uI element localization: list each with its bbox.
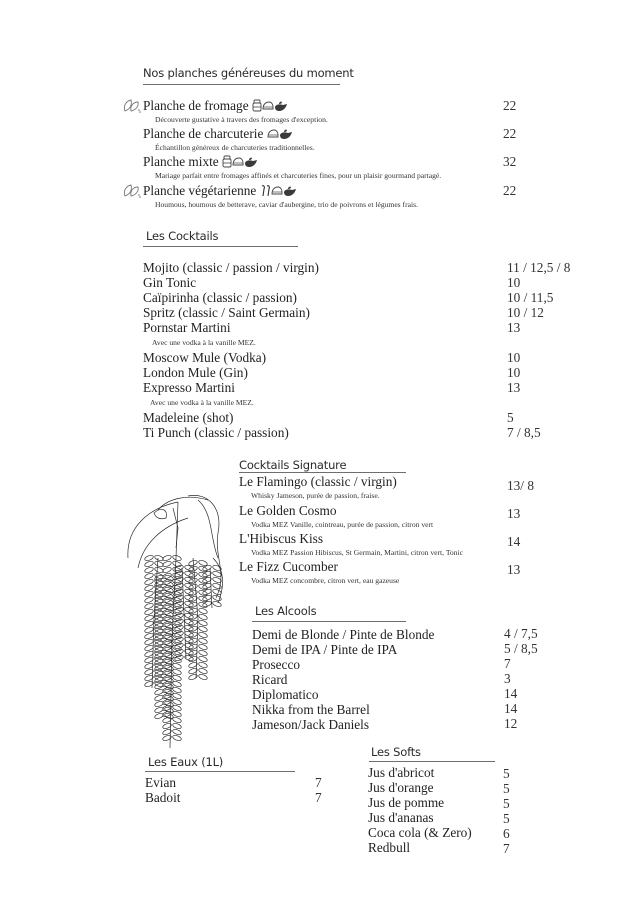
item-price: 5 / 8,5 — [504, 641, 538, 656]
item-name: Spritz (classic / Saint Germain) — [143, 305, 310, 320]
item-name: Caïpirinha (classic / passion) — [143, 290, 297, 305]
wisteria-leaflet — [154, 554, 164, 561]
item-description: Échantillon généreux de charcuteries traditionnelles. — [155, 143, 315, 152]
item-price: 14 — [504, 701, 518, 716]
item-name: Planche de fromage — [143, 98, 249, 113]
item-price: 5 — [507, 410, 514, 425]
item-price: 3 — [504, 671, 511, 686]
item-name: Nikka from the Barrel — [252, 702, 370, 717]
menu-item — [143, 183, 297, 200]
wisteria-leaflet — [188, 559, 198, 566]
item-name: Moscow Mule (Vodka) — [143, 350, 267, 365]
wisteria-leaflet — [144, 614, 154, 621]
section-title-eaux: Les Eaux (1L) — [148, 755, 224, 769]
wisteria-leaflet — [154, 706, 164, 713]
item-price: 7 — [315, 775, 322, 790]
nuts-allergen-icon — [283, 185, 297, 200]
item-name: Evian — [145, 775, 177, 790]
wisteria-leaflet — [154, 688, 164, 695]
wisteria-leaflet — [144, 596, 154, 603]
item-price: 13 — [507, 562, 521, 577]
wisteria-leaflet — [144, 572, 154, 579]
vegetarian-leaf-icon — [122, 183, 142, 204]
wisteria-leaflet — [144, 602, 154, 609]
wisteria-leaflet — [198, 661, 208, 668]
item-price: 13 — [507, 320, 521, 335]
wisteria-leaflet — [144, 626, 154, 633]
wisteria-leaflet — [154, 566, 164, 573]
item-name: Planche végétarienne — [143, 183, 257, 198]
wisteria-leaflet — [154, 560, 164, 567]
wisteria-leaflet — [144, 632, 154, 639]
item-description: Mariage parfait entre fromages affinés et charcuteries fines, pour un plaisir gourmand partagé. — [155, 171, 442, 180]
menu-item — [143, 98, 288, 115]
item-name: Le Golden Cosmo — [239, 503, 337, 518]
item-name: Gin Tonic — [143, 275, 197, 290]
wisteria-leaflet — [198, 613, 208, 620]
nuts-allergen-icon — [244, 156, 258, 171]
item-price: 22 — [503, 126, 517, 141]
item-name: Le Fizz Cucomber — [239, 559, 338, 574]
wisteria-leaflet — [212, 588, 222, 595]
wisteria-leaflet — [144, 584, 154, 591]
wisteria-leaflet — [198, 643, 208, 650]
wisteria-leaflet — [162, 560, 172, 567]
wisteria-leaflet — [144, 554, 154, 561]
wisteria-leaflet — [198, 637, 208, 644]
item-name: Demi de Blonde / Pinte de Blonde — [252, 627, 435, 642]
item-name: Planche de charcuterie — [143, 126, 264, 141]
milk-allergen-icon — [222, 155, 232, 171]
section-title-cocktails: Les Cocktails — [146, 229, 219, 243]
item-price: 13 — [507, 380, 521, 395]
item-price: 6 — [503, 826, 510, 841]
wisteria-leaflet — [144, 620, 154, 627]
wisteria-leaflet — [198, 607, 208, 614]
wisteria-leaflet — [144, 566, 154, 573]
item-name: Pornstar Martini — [143, 320, 231, 335]
wisteria-leaflet — [212, 600, 222, 607]
wisteria-leaflet — [172, 554, 182, 561]
item-price: 14 — [507, 534, 521, 549]
item-name: Le Flamingo (classic / virgin) — [239, 474, 397, 489]
sesame-allergen-icon — [260, 184, 271, 200]
item-price: 5 — [503, 811, 510, 826]
section-divider — [369, 761, 495, 762]
item-name: Demi de IPA / Pinte de IPA — [252, 642, 398, 657]
item-name: London Mule (Gin) — [143, 365, 248, 380]
wisteria-leaflet — [172, 734, 182, 741]
item-price: 32 — [503, 154, 517, 169]
item-price: 13 — [507, 506, 521, 521]
wisteria-leaflet — [172, 722, 182, 729]
section-divider — [239, 472, 406, 473]
item-description: Vodka MEZ concombre, citron vert, eau gazeuse — [251, 576, 400, 585]
milk-allergen-icon — [252, 99, 262, 115]
item-name: Diplomatico — [252, 687, 319, 702]
item-price: 10 / 11,5 — [507, 290, 554, 305]
wisteria-leaflet — [198, 619, 208, 626]
item-name: Redbull — [368, 840, 411, 855]
wisteria-leaflet — [144, 560, 154, 567]
menu-item — [143, 126, 293, 143]
wisteria-leaflet — [144, 644, 154, 651]
item-name: Prosecco — [252, 657, 300, 672]
gluten-allergen-icon — [267, 128, 279, 143]
item-name: Jus d'ananas — [368, 810, 434, 825]
item-description: Vodka MEZ Vanille, cointreau, purée de passion, citron vert — [251, 520, 434, 529]
item-price: 5 — [503, 781, 510, 796]
wisteria-leaflet — [162, 554, 172, 561]
item-name: Jus d'abricot — [368, 765, 435, 780]
gluten-allergen-icon — [232, 156, 244, 171]
item-name: Ricard — [252, 672, 288, 687]
section-title-alcools: Les Alcools — [255, 604, 317, 618]
wisteria-leaflet — [198, 655, 208, 662]
wisteria-leaflet — [144, 608, 154, 615]
section-divider — [252, 621, 406, 622]
section-divider — [143, 84, 340, 85]
wisteria-leaflet — [198, 625, 208, 632]
item-price: 4 / 7,5 — [504, 626, 538, 641]
gluten-allergen-icon — [271, 185, 283, 200]
wisteria-leaflet — [172, 728, 182, 735]
item-description: Houmous, houmous de betterave, caviar d'aubergine, trio de poivrons et légumes frais. — [155, 200, 418, 209]
item-description: Vodka MEZ Passion Hibiscus, St Germain, Martini, citron vert, Tonic — [251, 548, 464, 557]
wisteria-illustration-icon — [118, 488, 238, 756]
item-name: Jus de pomme — [368, 795, 445, 810]
wisteria-leaflet — [154, 700, 164, 707]
item-price: 10 — [507, 365, 521, 380]
item-name: Ti Punch (classic / passion) — [143, 425, 289, 440]
item-price: 11 / 12,5 / 8 — [507, 260, 571, 275]
item-name: Badoit — [145, 790, 181, 805]
wisteria-leaflet — [144, 590, 154, 597]
item-description: Whisky Jameson, purée de passion, fraise. — [251, 491, 380, 500]
item-price: 13/ 8 — [507, 478, 534, 493]
item-description: Avec une vodka à la vanille MEZ. — [150, 398, 254, 407]
item-name: Expresso Martini — [143, 380, 235, 395]
item-name: L'Hibiscus Kiss — [239, 531, 324, 546]
item-name: Planche mixte — [143, 154, 219, 169]
item-price: 10 / 12 — [507, 305, 544, 320]
item-price: 14 — [504, 686, 518, 701]
wisteria-leaflet — [144, 578, 154, 585]
item-price: 5 — [503, 796, 510, 811]
wisteria-leaflet — [144, 680, 154, 687]
item-name: Jameson/Jack Daniels — [252, 717, 370, 732]
section-title-signature: Cocktails Signature — [239, 458, 347, 472]
item-name: Madeleine (shot) — [143, 410, 234, 425]
section-divider — [143, 246, 298, 247]
item-price: 12 — [504, 716, 518, 731]
item-price: 7 — [503, 841, 510, 856]
wisteria-leaflet — [198, 631, 208, 638]
item-price: 22 — [503, 183, 517, 198]
item-name: Jus d'orange — [368, 780, 434, 795]
nuts-allergen-icon — [274, 100, 288, 115]
menu-item — [143, 154, 258, 171]
nuts-allergen-icon — [279, 128, 293, 143]
item-price: 7 — [504, 656, 511, 671]
item-price: 22 — [503, 98, 517, 113]
section-title-planches: Nos planches généreuses du moment — [143, 66, 354, 80]
item-price: 7 — [315, 790, 322, 805]
wisteria-leaflet — [144, 650, 154, 657]
item-description: Découverte gustative à travers des fromages d'exception. — [155, 115, 328, 124]
wisteria-leaflet — [198, 649, 208, 656]
wisteria-leaflet — [162, 566, 172, 573]
wisteria-leaflet — [154, 712, 164, 719]
section-title-softs: Les Softs — [371, 745, 421, 759]
section-divider — [145, 771, 295, 772]
vegetarian-leaf-icon — [122, 98, 142, 119]
wisteria-leaflet — [212, 576, 222, 583]
gluten-allergen-icon — [262, 100, 274, 115]
wisteria-leaflet — [144, 638, 154, 645]
item-name: Coca cola (& Zero) — [368, 825, 472, 840]
wisteria-leaflet — [198, 667, 208, 674]
item-price: 10 — [507, 350, 521, 365]
item-price: 7 / 8,5 — [507, 425, 541, 440]
item-name: Mojito (classic / passion / virgin) — [143, 260, 319, 275]
item-price: 10 — [507, 275, 521, 290]
wisteria-leaflet — [154, 694, 164, 701]
item-price: 5 — [503, 766, 510, 781]
wisteria-leaflet — [198, 673, 208, 680]
item-description: Avec une vodka à la vanille MEZ. — [152, 338, 256, 347]
wisteria-leaflet — [188, 673, 198, 680]
